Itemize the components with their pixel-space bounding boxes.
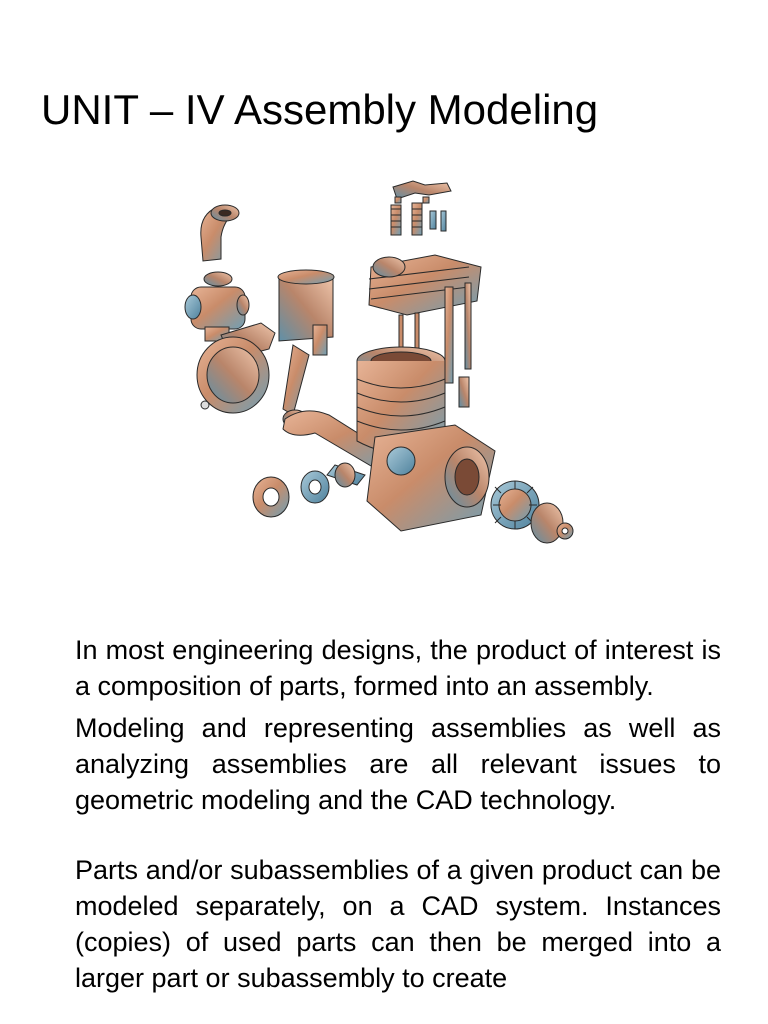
paragraph-intro: In most engineering designs, the product of interest is a composition of parts, formed into an assembly. <box>75 635 721 701</box>
paragraph-parts: Parts and/or subassemblies of a given product can be modeled separately, on a CAD system. Instances (copies) of used parts can then be merged into a larger part or subassembly to create <box>75 855 721 993</box>
piston-conrod-part <box>278 270 334 428</box>
rocker-arm-part <box>391 181 451 235</box>
bearing-parts <box>253 463 355 517</box>
paragraph-modeling: Modeling and representing assemblies as well as analyzing assemblies are all relevant issues to geometric modeling and the CAD technology. <box>75 713 721 815</box>
intake-elbow-part <box>201 205 239 261</box>
exploded-engine-assembly-image <box>175 175 585 560</box>
body-text <box>75 632 721 996</box>
gear-part <box>491 481 573 543</box>
crankcase-part <box>367 425 495 531</box>
slide-title: UNIT – IV Assembly Modeling <box>41 86 599 133</box>
